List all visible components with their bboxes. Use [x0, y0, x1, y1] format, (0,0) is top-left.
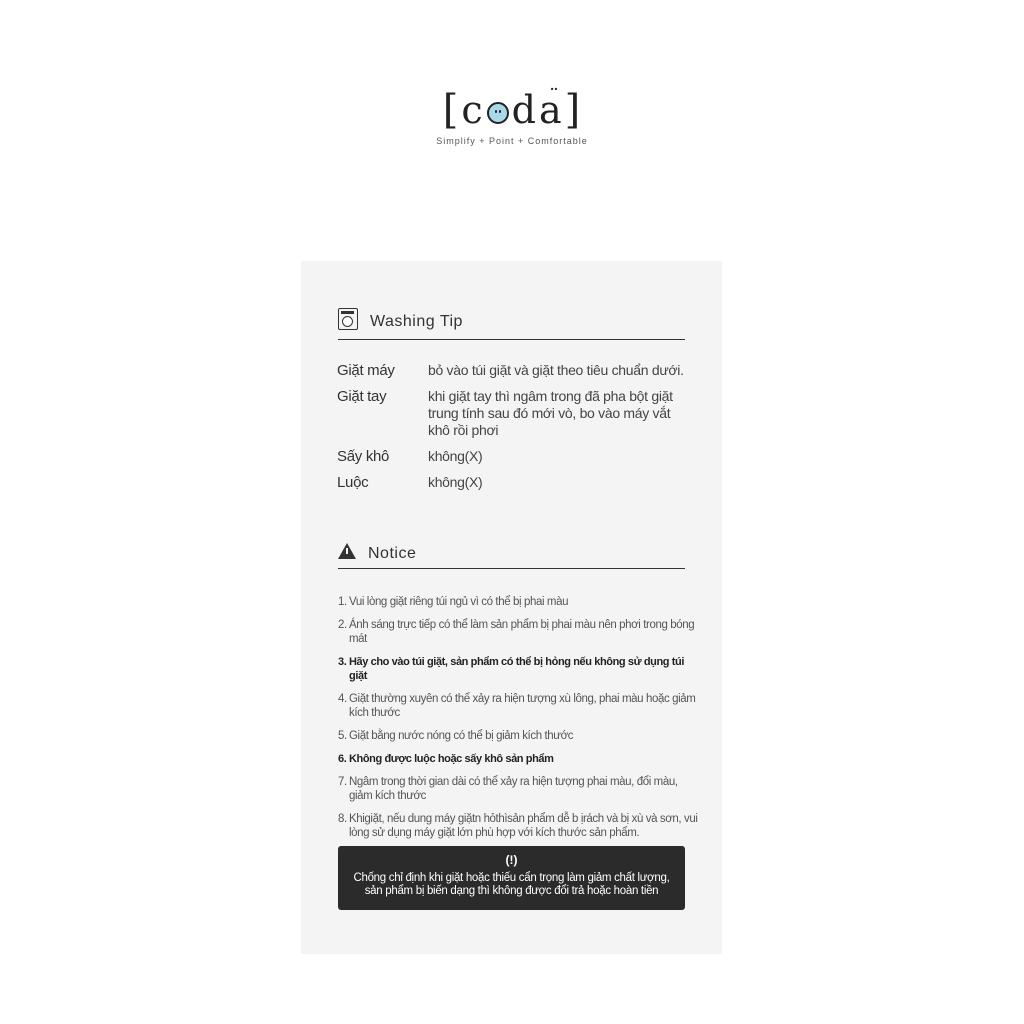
brand-tagline: Simplify + Point + Comfortable [436, 136, 588, 146]
washing-row [337, 474, 687, 491]
washing-row [337, 388, 687, 439]
washing-tip-title: Washing Tip [370, 313, 463, 330]
notice-number: 1. [338, 596, 347, 608]
notice-text: Hãy cho vào túi giặt, sản phẩm có thể bị hỏng nếu không sử dụng túi giặt [349, 656, 685, 682]
notice-number: 6. [338, 753, 347, 765]
alert-line: sản phẩm bị biến dạng thì không được đổi trả hoặc hoàn tiền [364, 885, 659, 897]
care-card [301, 261, 722, 954]
washing-label: Sấy khô [337, 448, 390, 465]
notice-header [338, 540, 685, 569]
notice-number: 2. [338, 619, 347, 631]
notice-number: 8. [338, 813, 347, 825]
notice-item [338, 692, 698, 720]
alert-text [338, 872, 685, 898]
notice-title: Notice [368, 545, 417, 562]
notice-number: 5. [338, 730, 347, 742]
notice-text: Giặt thường xuyên có thể xảy ra hiện tượng xù lông, phai màu hoặc giảm kích thước [349, 693, 696, 719]
notice-item [338, 618, 698, 646]
washing-row [337, 362, 687, 379]
notice-text: Vui lòng giặt riêng túi ngủ vì có thể bị phai màu [349, 596, 569, 608]
notice-list [338, 595, 698, 849]
washing-value: không(X) [428, 474, 483, 490]
notice-number: 3. [338, 656, 347, 668]
notice-item [338, 752, 698, 766]
notice-text: Giặt bằng nước nóng có thể bị giảm kích thước [349, 730, 574, 742]
notice-item [338, 655, 698, 683]
notice-text: Không được luộc hoặc sấy khô sản phẩm [349, 753, 554, 765]
warning-icon [338, 543, 356, 559]
washing-value: không(X) [428, 448, 483, 464]
alert-line: Chống chỉ định khi giặt hoặc thiếu cẩn trọng làm giảm chất lượng, [353, 872, 670, 884]
washing-value: khi giặt tay thì ngâm trong đã pha bột giặt trung tính sau đó mới vò, bo vào máy vắt khô rồi phơi [428, 388, 673, 438]
logo-face-icon [487, 102, 509, 124]
notice-number: 7. [338, 776, 347, 788]
warning-banner [338, 846, 685, 910]
washing-machine-icon [338, 308, 358, 330]
washing-row [337, 448, 687, 465]
washing-tip-header [338, 305, 685, 340]
notice-item [338, 775, 698, 803]
washing-label: Giặt máy [337, 362, 395, 379]
notice-item [338, 812, 698, 840]
notice-item [338, 729, 698, 743]
washing-value: bỏ vào túi giặt và giặt theo tiêu chuẩn dưới. [428, 362, 684, 378]
notice-number: 4. [338, 693, 347, 705]
washing-label: Luộc [337, 474, 369, 491]
logo-mark: [ c d a ¨ ] [443, 88, 582, 132]
notice-text: Khigiặt, nếu dung máy giặtn hỏthìsản phẩm dễ b ịrách và bị xù và sơn, vui lòng sử dụng máy giặt lớn phù hợp với kích thước sản phẩm. [349, 813, 698, 839]
notice-text: Ngâm trong thời gian dài có thể xảy ra hiện tượng phai màu, đổi màu, giảm kích thước [349, 776, 678, 802]
notice-text: Ánh sáng trực tiếp có thể làm sản phẩm bị phai màu nên phơi trong bóng mát [349, 619, 695, 645]
brand-logo [0, 88, 1024, 146]
washing-label: Giặt tay [337, 388, 387, 405]
washing-table [337, 362, 687, 500]
notice-item [338, 595, 698, 609]
alert-mark: (!) [505, 853, 518, 867]
